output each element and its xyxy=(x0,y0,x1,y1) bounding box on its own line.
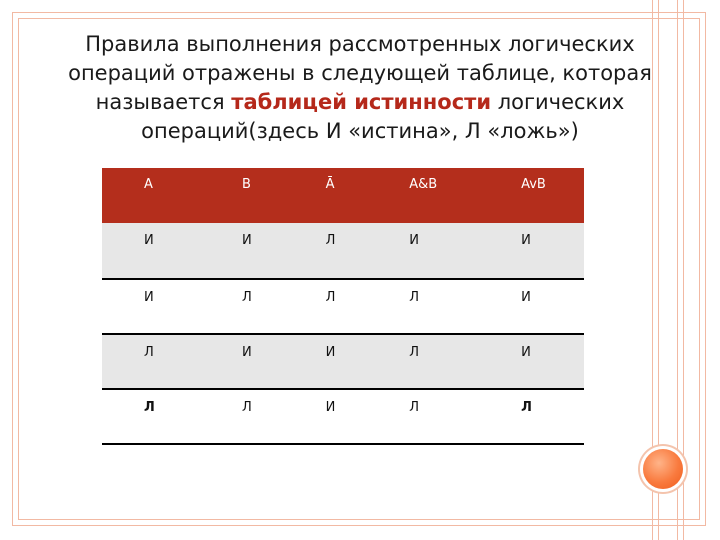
table-row xyxy=(102,223,584,279)
table-cell: И xyxy=(198,334,282,389)
table-cell: И xyxy=(477,334,584,389)
table-cell: Л xyxy=(102,389,198,444)
table-cell: И xyxy=(477,279,584,334)
table-cell: Л xyxy=(365,279,477,334)
decor-rail xyxy=(683,0,684,540)
title-text: Правила выполнения рассмотренных логических операций отражены в следующей таблице, которая называется xyxy=(68,32,652,114)
title-text-end: логических операций(здесь И «истина», Л «ложь») xyxy=(141,90,625,143)
table-cell: И xyxy=(477,223,584,279)
table-cell: И xyxy=(102,279,198,334)
header-not-a: Ā xyxy=(282,168,366,223)
table-row xyxy=(102,334,584,389)
table-cell: Л xyxy=(102,334,198,389)
header-a: A xyxy=(102,168,198,223)
table-cell: Л xyxy=(365,389,477,444)
table-cell: Л xyxy=(282,223,366,279)
header-and: A&B xyxy=(365,168,477,223)
table-header-row xyxy=(102,168,584,223)
table-row xyxy=(102,389,584,444)
table-cell: И xyxy=(102,223,198,279)
table-cell: Л xyxy=(282,279,366,334)
table-cell: Л xyxy=(198,389,282,444)
decor-circle xyxy=(643,449,683,489)
slide-title xyxy=(50,30,670,146)
table-cell: И xyxy=(282,389,366,444)
table-cell: Л xyxy=(198,279,282,334)
header-b: B xyxy=(198,168,282,223)
table-cell: Л xyxy=(365,334,477,389)
title-highlight: таблицей истинности xyxy=(231,90,492,114)
truth-table xyxy=(102,168,584,445)
table-row xyxy=(102,279,584,334)
table-cell: И xyxy=(198,223,282,279)
table-cell: И xyxy=(365,223,477,279)
table-cell: Л xyxy=(477,389,584,444)
header-or: AvB xyxy=(477,168,584,223)
table-cell: И xyxy=(282,334,366,389)
